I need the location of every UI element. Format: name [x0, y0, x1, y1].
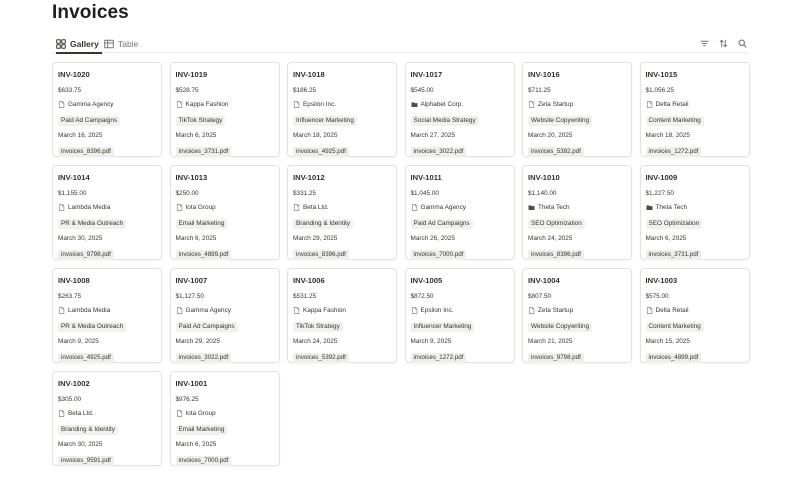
client-link[interactable] [293, 100, 391, 109]
invoice-card[interactable] [640, 165, 750, 260]
gallery-grid [52, 62, 752, 466]
invoice-amount: $528.75 [175, 87, 199, 94]
search-button[interactable] [736, 37, 748, 49]
invoice-date: March 24, 2025 [293, 338, 338, 345]
client-link[interactable] [293, 306, 391, 315]
client-link[interactable] [411, 100, 509, 109]
invoice-amount: $545.00 [410, 87, 434, 94]
invoice-date: March 9, 2025 [58, 338, 99, 345]
invoice-card[interactable] [170, 165, 280, 260]
view-bar [52, 34, 748, 53]
invoice-amount: $1,056.25 [645, 87, 674, 94]
client-name: Zeta Startup [538, 307, 574, 314]
invoice-amount: $263.75 [58, 293, 82, 300]
invoice-card[interactable] [640, 62, 750, 157]
invoice-file[interactable]: invoices_8396.pdf [293, 250, 349, 260]
tab-gallery-label: Gallery [70, 38, 99, 49]
service-tag: Influencer Marketing [411, 322, 475, 332]
invoice-amount: $531.25 [293, 293, 317, 300]
client-name: Zeta Startup [538, 101, 574, 108]
invoice-file[interactable]: invoices_8396.pdf [58, 147, 114, 157]
invoice-file[interactable]: invoices_9798.pdf [58, 250, 114, 260]
invoice-date: March 18, 2025 [645, 132, 690, 139]
client-link[interactable] [528, 203, 626, 212]
client-link[interactable] [58, 203, 156, 212]
invoice-amount: $711.25 [528, 87, 551, 94]
invoice-date: March 6, 2025 [175, 441, 217, 448]
invoice-amount: $575.00 [645, 293, 669, 300]
client-name: Kappa Fashion [185, 101, 229, 108]
client-name: Gamma Agency [68, 101, 114, 108]
page-icon [293, 204, 300, 211]
invoice-number: INV-1005 [410, 276, 443, 285]
service-tag: PR & Media Outreach [58, 219, 126, 229]
invoice-card[interactable] [287, 268, 397, 363]
tab-gallery[interactable] [56, 34, 102, 53]
client-link[interactable] [411, 306, 509, 315]
service-tag: Website Copywriting [528, 116, 592, 126]
invoice-number: INV-1015 [645, 70, 678, 79]
invoice-date: March 6, 2025 [175, 132, 217, 139]
gallery-grid-icon [56, 39, 66, 49]
invoice-file[interactable]: invoices_5392.pdf [293, 353, 349, 363]
invoice-card[interactable] [522, 165, 632, 260]
invoice-number: INV-1020 [58, 70, 90, 79]
invoice-date: March 20, 2025 [528, 132, 573, 139]
page-icon [293, 307, 300, 314]
invoice-date: March 9, 2025 [410, 338, 452, 345]
invoice-file[interactable]: invoices_9591.pdf [58, 456, 114, 466]
client-link[interactable] [646, 100, 744, 109]
client-name: Theta Tech [538, 204, 570, 211]
client-link[interactable] [528, 100, 626, 109]
client-link[interactable] [293, 203, 391, 212]
client-name: Delta Retail [655, 307, 689, 314]
client-name: Beta Ltd. [68, 410, 94, 417]
invoice-number: INV-1014 [58, 173, 90, 182]
client-name: Alphabet Corp. [420, 101, 464, 108]
service-tag: TikTok Strategy [293, 322, 343, 332]
invoice-number: INV-1019 [175, 70, 208, 79]
invoice-amount: $1,155.00 [58, 190, 87, 197]
invoice-file[interactable]: invoices_1272.pdf [646, 147, 702, 157]
invoice-number: INV-1017 [410, 70, 443, 79]
invoice-date: March 15, 2025 [645, 338, 690, 345]
invoice-file[interactable]: invoices_8396.pdf [528, 250, 584, 260]
invoice-card[interactable] [52, 371, 162, 466]
service-tag: Website Copywriting [528, 322, 592, 332]
client-link[interactable] [58, 100, 156, 109]
page-icon [528, 307, 535, 314]
invoice-amount: $1,127.50 [175, 293, 204, 300]
service-tag: SEO Optimization [646, 219, 703, 229]
page-title: Invoices [52, 2, 129, 23]
invoice-card[interactable] [522, 62, 632, 157]
invoice-file[interactable]: invoices_5392.pdf [528, 147, 584, 157]
service-tag: Content Marketing [646, 116, 704, 126]
invoice-card[interactable] [287, 62, 397, 157]
invoice-card[interactable] [522, 268, 632, 363]
invoice-amount: $807.50 [528, 293, 552, 300]
invoice-card[interactable] [640, 268, 750, 363]
invoice-file[interactable]: invoices_3022.pdf [176, 353, 232, 363]
invoice-number: INV-1009 [645, 173, 678, 182]
invoice-card[interactable] [52, 62, 162, 157]
invoice-file[interactable]: invoices_3731.pdf [176, 147, 232, 157]
invoice-amount: $1,140.00 [528, 190, 557, 197]
client-name: Epsilon Inc. [303, 101, 337, 108]
folder-icon [411, 101, 418, 108]
invoice-card[interactable] [405, 268, 515, 363]
service-tag: Social Media Strategy [411, 116, 479, 126]
client-name: Gamma Agency [420, 204, 466, 211]
invoice-card[interactable] [287, 165, 397, 260]
search-icon [738, 39, 747, 48]
invoice-amount: $186.25 [293, 87, 317, 94]
invoice-number: INV-1011 [410, 173, 442, 182]
table-icon [104, 39, 114, 49]
client-name: Gamma Agency [185, 307, 231, 314]
page-icon [528, 101, 535, 108]
invoice-file[interactable]: invoices_3022.pdf [411, 147, 467, 157]
client-link[interactable] [176, 409, 274, 418]
invoice-card[interactable] [405, 62, 515, 157]
client-link[interactable] [528, 306, 626, 315]
client-name: Epsilon Inc. [420, 307, 454, 314]
invoice-file[interactable]: invoices_4899.pdf [176, 250, 232, 260]
invoice-date: March 30, 2025 [58, 235, 103, 242]
invoice-amount: $633.75 [58, 87, 82, 94]
page-icon [646, 307, 653, 314]
invoice-date: March 16, 2025 [58, 132, 103, 139]
invoice-number: INV-1007 [175, 276, 208, 285]
page-icon [58, 204, 65, 211]
invoice-card[interactable] [170, 268, 280, 363]
client-link[interactable] [646, 203, 744, 212]
client-name: Kappa Fashion [303, 307, 346, 314]
invoice-card[interactable] [170, 62, 280, 157]
invoice-file[interactable]: invoices_9798.pdf [528, 353, 584, 363]
service-tag: Content Marketing [646, 322, 704, 332]
invoice-amount: $1,045.00 [410, 190, 439, 197]
page-icon [58, 307, 65, 314]
service-tag: Paid Ad Campaigns [411, 219, 473, 229]
invoice-number: INV-1004 [528, 276, 560, 285]
invoice-date: March 29, 2025 [293, 235, 338, 242]
invoice-card[interactable] [52, 165, 162, 260]
invoice-number: INV-1002 [58, 379, 90, 388]
client-name: Iota Group [185, 410, 216, 417]
invoice-date: March 29, 2025 [175, 338, 220, 345]
invoice-number: INV-1018 [293, 70, 325, 79]
page-icon [293, 101, 300, 108]
client-name: Lambda Media [68, 204, 111, 211]
invoice-number: INV-1010 [528, 173, 560, 182]
client-name: Iota Group [185, 204, 216, 211]
service-tag: Branding & Identity [293, 219, 353, 229]
page-icon [176, 410, 183, 417]
invoice-file[interactable]: invoices_3731.pdf [646, 250, 702, 260]
invoice-date: March 26, 2025 [410, 235, 455, 242]
invoice-date: March 6, 2025 [175, 235, 217, 242]
tab-table-label: Table [118, 38, 139, 49]
page-icon [176, 101, 183, 108]
page-icon [411, 204, 418, 211]
invoice-card[interactable] [52, 268, 162, 363]
folder-icon [528, 204, 535, 211]
page-icon [58, 101, 65, 108]
invoice-amount: $976.25 [175, 396, 199, 403]
sort-button[interactable] [717, 37, 729, 49]
client-link[interactable] [411, 203, 509, 212]
filter-icon [700, 39, 709, 48]
invoice-file[interactable]: invoices_7000.pdf [176, 456, 232, 466]
invoice-file[interactable]: invoices_4925.pdf [293, 147, 349, 157]
invoice-amount: $872.50 [410, 293, 434, 300]
client-link[interactable] [176, 306, 274, 315]
invoice-amount: $331.25 [293, 190, 317, 197]
invoice-number: INV-1008 [58, 276, 90, 285]
page-icon [411, 307, 418, 314]
client-name: Delta Retail [655, 101, 689, 108]
client-name: Theta Tech [655, 204, 687, 211]
invoice-amount: $250.00 [175, 190, 199, 197]
page-icon [176, 307, 183, 314]
client-link[interactable] [58, 306, 156, 315]
invoice-date: March 21, 2025 [528, 338, 573, 345]
invoice-number: INV-1006 [293, 276, 325, 285]
service-tag: Email Marketing [176, 219, 228, 229]
service-tag: Paid Ad Campaigns [176, 322, 238, 332]
page-icon [646, 101, 653, 108]
invoice-number: INV-1012 [293, 173, 325, 182]
page-icon [58, 410, 65, 417]
page-icon [176, 204, 183, 211]
service-tag: Influencer Marketing [293, 116, 357, 126]
invoice-date: March 6, 2025 [645, 235, 687, 242]
invoice-file[interactable]: invoices_7000.pdf [411, 250, 467, 260]
tab-table[interactable] [104, 34, 138, 53]
invoice-number: INV-1003 [645, 276, 678, 285]
service-tag: Paid Ad Campaigns [58, 116, 120, 126]
client-name: Lambda Media [68, 307, 111, 314]
invoice-date: March 27, 2025 [410, 132, 455, 139]
invoice-number: INV-1013 [175, 173, 208, 182]
filter-button[interactable] [698, 37, 710, 49]
client-link[interactable] [58, 409, 156, 418]
sort-icon [719, 39, 728, 48]
folder-icon [646, 204, 653, 211]
service-tag: SEO Optimization [528, 219, 585, 229]
client-link[interactable] [646, 306, 744, 315]
service-tag: PR & Media Outreach [58, 322, 126, 332]
service-tag: TikTok Strategy [176, 116, 226, 126]
invoice-amount: $1,227.50 [645, 190, 674, 197]
invoice-amount: $305.00 [58, 396, 82, 403]
invoice-date: March 24, 2025 [528, 235, 573, 242]
invoice-file[interactable]: invoices_1272.pdf [411, 353, 467, 363]
client-link[interactable] [176, 203, 274, 212]
invoice-card[interactable] [170, 371, 280, 466]
service-tag: Email Marketing [176, 425, 228, 435]
invoice-number: INV-1016 [528, 70, 560, 79]
client-name: Beta Ltd. [303, 204, 329, 211]
service-tag: Branding & Identity [58, 425, 118, 435]
invoice-date: March 18, 2025 [293, 132, 338, 139]
client-link[interactable] [176, 100, 274, 109]
invoice-card[interactable] [405, 165, 515, 260]
invoice-file[interactable]: invoices_4925.pdf [58, 353, 114, 363]
invoice-date: March 30, 2025 [58, 441, 103, 448]
invoice-file[interactable]: invoices_4899.pdf [646, 353, 702, 363]
view-tools [698, 37, 748, 49]
invoice-number: INV-1001 [175, 379, 208, 388]
